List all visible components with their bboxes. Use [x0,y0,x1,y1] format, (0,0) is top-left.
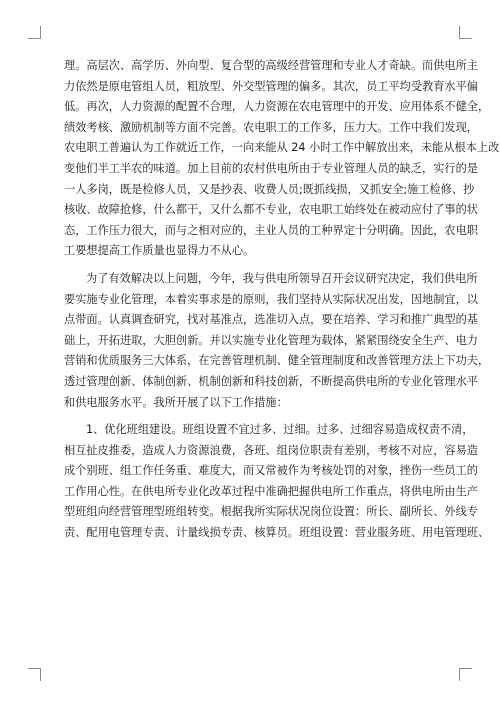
text-line: 础上，开拓进取，大胆创新。并以实施专业化管理为载体，紧紧围绕安全生产、电力 [64,333,478,347]
text-line: 力依然是原电管组人员，粗放型、外交型管理的偏多。其次，员工平均受教育水平偏 [64,79,478,93]
crop-mark-top-right [459,26,472,39]
crop-mark-bottom-right [459,668,472,681]
text-line: 1、优化班组建设。班组设置不宜过多、过细。过多、过细容易造成权责不清， [86,423,474,437]
text-line: 核收、故障抢修，什么都干，又什么都不专业，农电职工始终处在被动应付了事的状 [64,203,478,217]
text-line: 理。高层次、高学历、外向型、复合型的高级经营管理和专业人才奇缺。而供电所主 [64,59,478,72]
text-line: 一人多岗，既是检修人员，又是抄表、收费人员;既抓线损，又抓安全;施工检修、抄 [64,182,475,196]
text-line: 变他们半工半农的味道。加上目前的农村供电所由于专业管理人员的缺乏，实行的是 [64,161,478,175]
text-line: 和供电服务水平。我所开展了以下工作措施： [64,395,288,409]
paragraph [64,420,490,544]
text-line: 要实施专业化管理，本着实事求是的原则，我们坚持从实际状况出发，因地制宜，以 [64,292,478,306]
crop-mark-top-left [28,26,41,39]
text-line: 型班组向经营管理型班组转变。根据我所实际状况岗位设置：所长、副所长、外线专 [64,505,478,519]
crop-mark-bottom-left [28,668,41,681]
text-line: 工作用心性。在供电所专业化改革过程中准确把握供电所工作重点，将供电所由生产 [64,484,478,498]
text-line: 成个别班、组工作任务重、难度大，而又常被作为考核处罚的对象，挫伤一些员工的 [64,464,478,478]
body-text [64,56,500,544]
text-line: 透过管理创新、体制创新、机制创新和科技创新，不断提高供电所的专业化管理水平 [64,374,478,388]
text-line: 低。再次，人力资源的配置不合理，人力资源在农电管理中的开发、应用体系不健全， [64,100,490,114]
text-line: 营销和优质服务三大体系，在完善管理机制、健全管理制度和改善管理方法上下功夫， [64,354,490,368]
paragraph [64,56,500,262]
text-line: 工要想提高工作质量也显得力不从心。 [64,244,255,258]
text-line: 为了有效解决以上问题，今年，我与供电所领导召开会议研究决定，我们供电所 [86,271,478,285]
paragraph [64,269,490,413]
text-line: 相互扯皮推委，造成人力资源浪费，各班、组岗位职责有差别，考核不对应，容易造 [64,443,478,457]
text-line: 责、配用电管理专责、计量线损专责、核算员。班组设置：营业服务班、用电管理班、 [64,526,490,540]
text-line: 农电职工普遍认为工作就近工作，一向来能从 24 小时工作中解放出来，未能从根本上改 [64,141,500,155]
text-line: 态，工作压力很大，而与之相对应的，主业人员的工种界定十分明确。因此，农电职 [64,223,478,237]
text-line: 绩效考核、激励机制等方面不完善。农电职工的工作多，压力大。工作中我们发现， [64,120,478,134]
text-line: 点带面。认真调查研究，找对基准点，选准切入点，要在培养、学习和推广典型的基 [64,313,478,327]
